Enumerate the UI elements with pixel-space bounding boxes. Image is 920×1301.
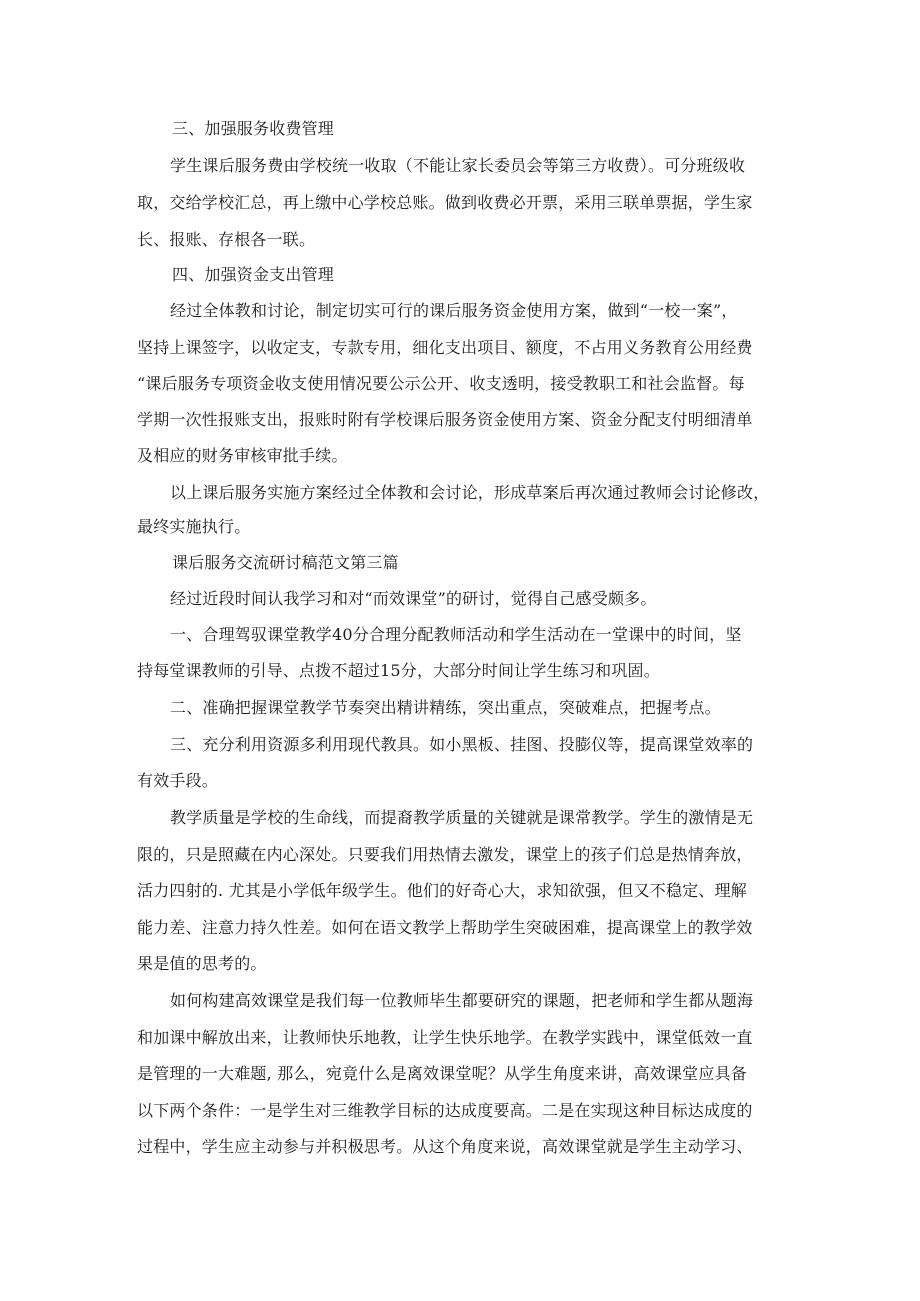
section-heading-spending: 四、加强资金支出管理 — [172, 265, 335, 284]
spend-para-line-4: 学期一次性报账支出，报账时附有学校课后服务资金使用方案、资金分配支付明细清单 — [137, 410, 753, 429]
quality-para-line-3: 活力四射的. 尤其是小学低年级学生。他们的好奇心大，求知欲强，但又不稳定、理解 — [137, 881, 747, 900]
summary-para-line-1: 以上课后服务实施方案经过全体教和会讨论，形成草案后再次通过教师会讨论修改， — [170, 483, 770, 502]
efficient-para-line-3: 是管理的一大难题, 那么，宛竟什么是离效课堂呢？从学生角度来讲，高效课堂应具备 — [137, 1064, 747, 1083]
quality-para-line-1: 教学质量是学校的生命线，而提裔教学质量的关键就是课常教学。学生的激情是无 — [170, 808, 754, 827]
efficient-para-line-2: 和加课中解放出来，让教师快乐地教，让学生快乐地学。在教学实践中，课堂低效一直 — [137, 1028, 753, 1047]
summary-para-line-2: 最终实施执行。 — [137, 517, 251, 536]
quality-para-line-5: 果是值的思考的。 — [137, 954, 267, 973]
point-1-line-2: 持每堂课教师的引导、点拨不超过15分，大部分时间让学生练习和巩固。 — [137, 661, 660, 680]
point-3-line-2: 有效手段。 — [137, 771, 219, 790]
section-heading-fee: 三、加强服务收费管理 — [172, 119, 335, 138]
efficient-para-line-1: 如何构建高效课堂是我们每一位教师毕生都要研究的课题，把老师和学生都从题海 — [170, 991, 754, 1010]
efficient-para-line-5: 过程中，学生应主动参与并积极思考。从这个角度来说，高效课堂就是学生主动学习、 — [137, 1137, 753, 1156]
spend-para-line-5: 及相应的财务审核审批手续。 — [137, 446, 348, 465]
intro-para: 经过近段时间认我学习和对“而效课堂”的研讨，觉得自己感受颇多。 — [170, 589, 657, 608]
point-3-line-1: 三、充分利用资源多利用现代教具。如小黑板、挂图、投膨仪等，提高课堂效率的 — [170, 735, 754, 754]
point-2: 二、准确把握课堂教学节奏突出精讲精练，突出重点，突破难点，把握考点。 — [170, 698, 721, 717]
spend-para-line-2: 坚持上课签字，以收定支，专款专用，细化支出项目、额度，不占用义务教育公用经费 — [137, 338, 753, 357]
point-1-line-1: 一、合理驾驭课堂教学40分合理分配教师活动和学生活动在一堂课中的时间，坚 — [170, 625, 742, 644]
fee-para-line-3: 长、报账、存根各一联。 — [137, 230, 316, 249]
article-title: 课后服务交流研讨稿范文第三篇 — [172, 553, 399, 572]
spend-para-line-3: “课后服务专项资金收支使用情况要公示公开、收支透明，接受教职工和社会监督。每 — [137, 374, 745, 393]
quality-para-line-2: 限的，只是照藏在内心深处。只要我们用热情去激发，课堂上的孩子们总是热情奔放， — [137, 845, 753, 864]
fee-para-line-1: 学生课后服务费由学校统一收取（不能让家长委员会等第三方收费）。可分班级收 — [170, 156, 746, 175]
fee-para-line-2: 取，交给学校汇总，再上缴中心学校总账。做到收费必开票，采用三联单票据，学生家 — [137, 193, 753, 212]
spend-para-line-1: 经过全体教和讨论，制定切实可行的课后服务资金使用方案，做到“一校一案”， — [170, 301, 738, 320]
efficient-para-line-4: 以下两个条件：一是学生对三维教学目标的达成度要高。二是在实现这种目标达成度的 — [137, 1101, 753, 1120]
quality-para-line-4: 能力差、注意力持久性差。如何在语文教学上帮助学生突破困难，提高课堂上的教学效 — [137, 918, 753, 937]
